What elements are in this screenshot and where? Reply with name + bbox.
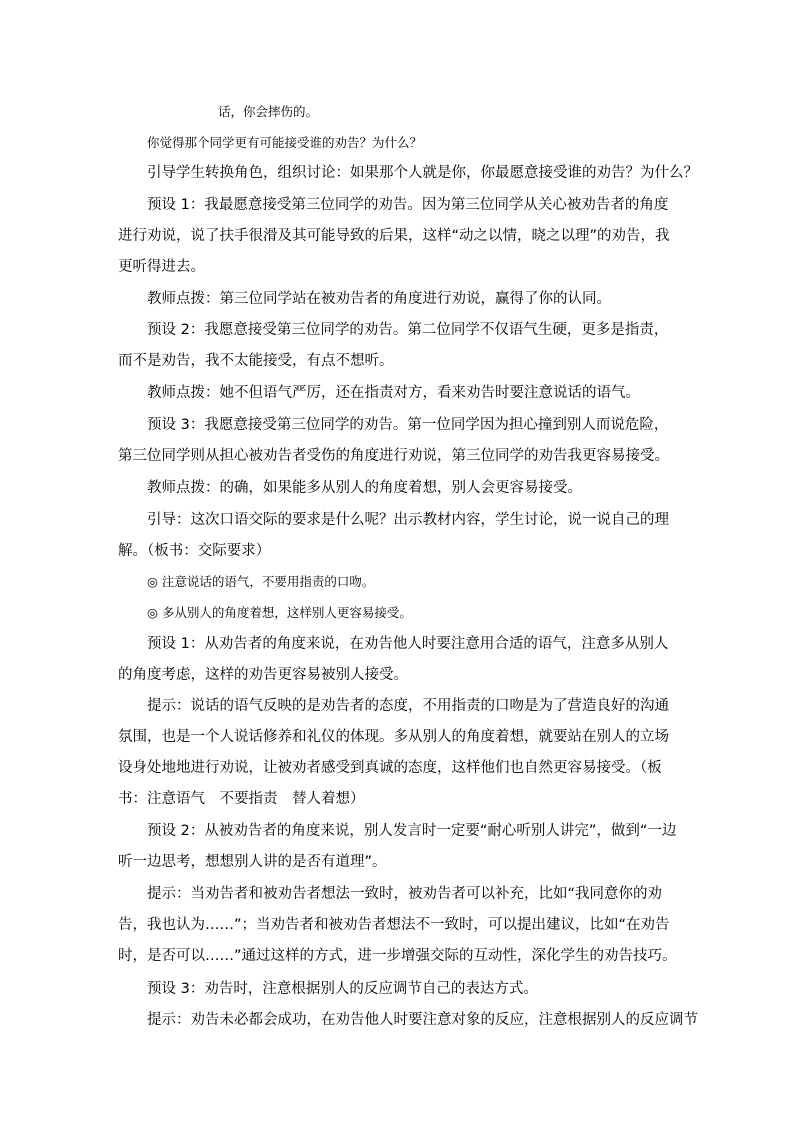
paragraph-p15: 预设 2：从被劝告者的角度来说，别人发言时一定要“耐心听别人讲完”，做到“一边听一边思考，想想别人讲的是否有道理”。 xyxy=(118,823,677,870)
paragraph-p04: 预设 1：我最愿意接受第三位同学的劝告。因为第三位同学从关心被劝告者的角度进行劝说，说了扶手很滑及其可能导致的后果，这样“动之以情，晓之以理”的劝告，我更听得进去。 xyxy=(118,197,670,275)
paragraph-p09: 教师点拨：的确，如果能多从别人的角度着想，别人会更容易接受。 xyxy=(147,480,582,496)
paragraph-p06: 预设 2：我愿意接受第三位同学的劝告。第二位同学不仅语气生硬，更多是指责，而不是劝告，我不太能接受，有点不想听。 xyxy=(118,322,669,369)
paragraph-p17: 预设 3：劝告时，注意根据别人的反应调节自己的表达方式。 xyxy=(147,981,538,997)
paragraph-p01: 话，你会摔伤的。 xyxy=(218,104,319,119)
paragraph-p05: 教师点拨：第三位同学站在被劝告者的角度进行劝说，赢得了你的认同。 xyxy=(147,291,611,307)
paragraph-p08: 预设 3：我愿意接受第三位同学的劝告。第一位同学因为担心撞到别人而说危险，第三位同学则从担心被劝告者受伤的角度进行劝说，第三位同学的劝告我更容易接受。 xyxy=(118,417,669,464)
paragraph-p18: 提示：劝告未必都会成功，在劝告他人时要注意对象的反应，注意根据别人的反应调节 xyxy=(147,1012,698,1028)
paragraph-p07: 教师点拨：她不但语气严厉，还在指责对方，看来劝告时要注意说话的语气。 xyxy=(147,385,640,401)
paragraph-p11: ◎ 注意说话的语气，不要用指责的口吻。 xyxy=(147,574,375,589)
paragraph-p13: 预设 1：从劝告者的角度来说，在劝告他人时要注意用合适的语气，注意多从别人的角度考虑，这样的劝告更容易被别人接受。 xyxy=(118,636,669,683)
paragraph-p16: 提示：当劝告者和被劝告者想法一致时，被劝告者可以补充，比如“我同意你的劝告，我也认为……”；当劝告者和被劝告者想法不一致时，可以提出建议，比如“在劝告时，是否可以……”通过这样的方式，进一步增强交际的互动性，深化学生的劝告技巧。 xyxy=(118,886,677,964)
paragraph-p02: 你觉得那个同学更有可能接受谁的劝告？为什么？ xyxy=(147,135,423,150)
paragraph-p03: 引导学生转换角色，组织讨论：如果那个人就是你，你最愿意接受谁的劝告？为什么？ xyxy=(147,165,698,181)
paragraph-p14: 提示：说话的语气反映的是劝告者的态度，不用指责的口吻是为了营造良好的沟通氛围，也是一个人说话修养和礼仪的体现。多从别人的角度着想，就要站在别人的立场设身处地地进行劝说，让被劝者感受到真诚的态度，这样他们也自然更容易接受。（板书：注意语气 不要指责 替人着想） xyxy=(118,698,669,807)
paragraph-p12: ◎ 多从别人的角度着想，这样别人更容易接受。 xyxy=(147,605,412,620)
paragraph-p10: 引导：这次口语交际的要求是什么呢？出示教材内容，学生讨论，说一说自己的理解。（板书：交际要求） xyxy=(118,512,669,559)
